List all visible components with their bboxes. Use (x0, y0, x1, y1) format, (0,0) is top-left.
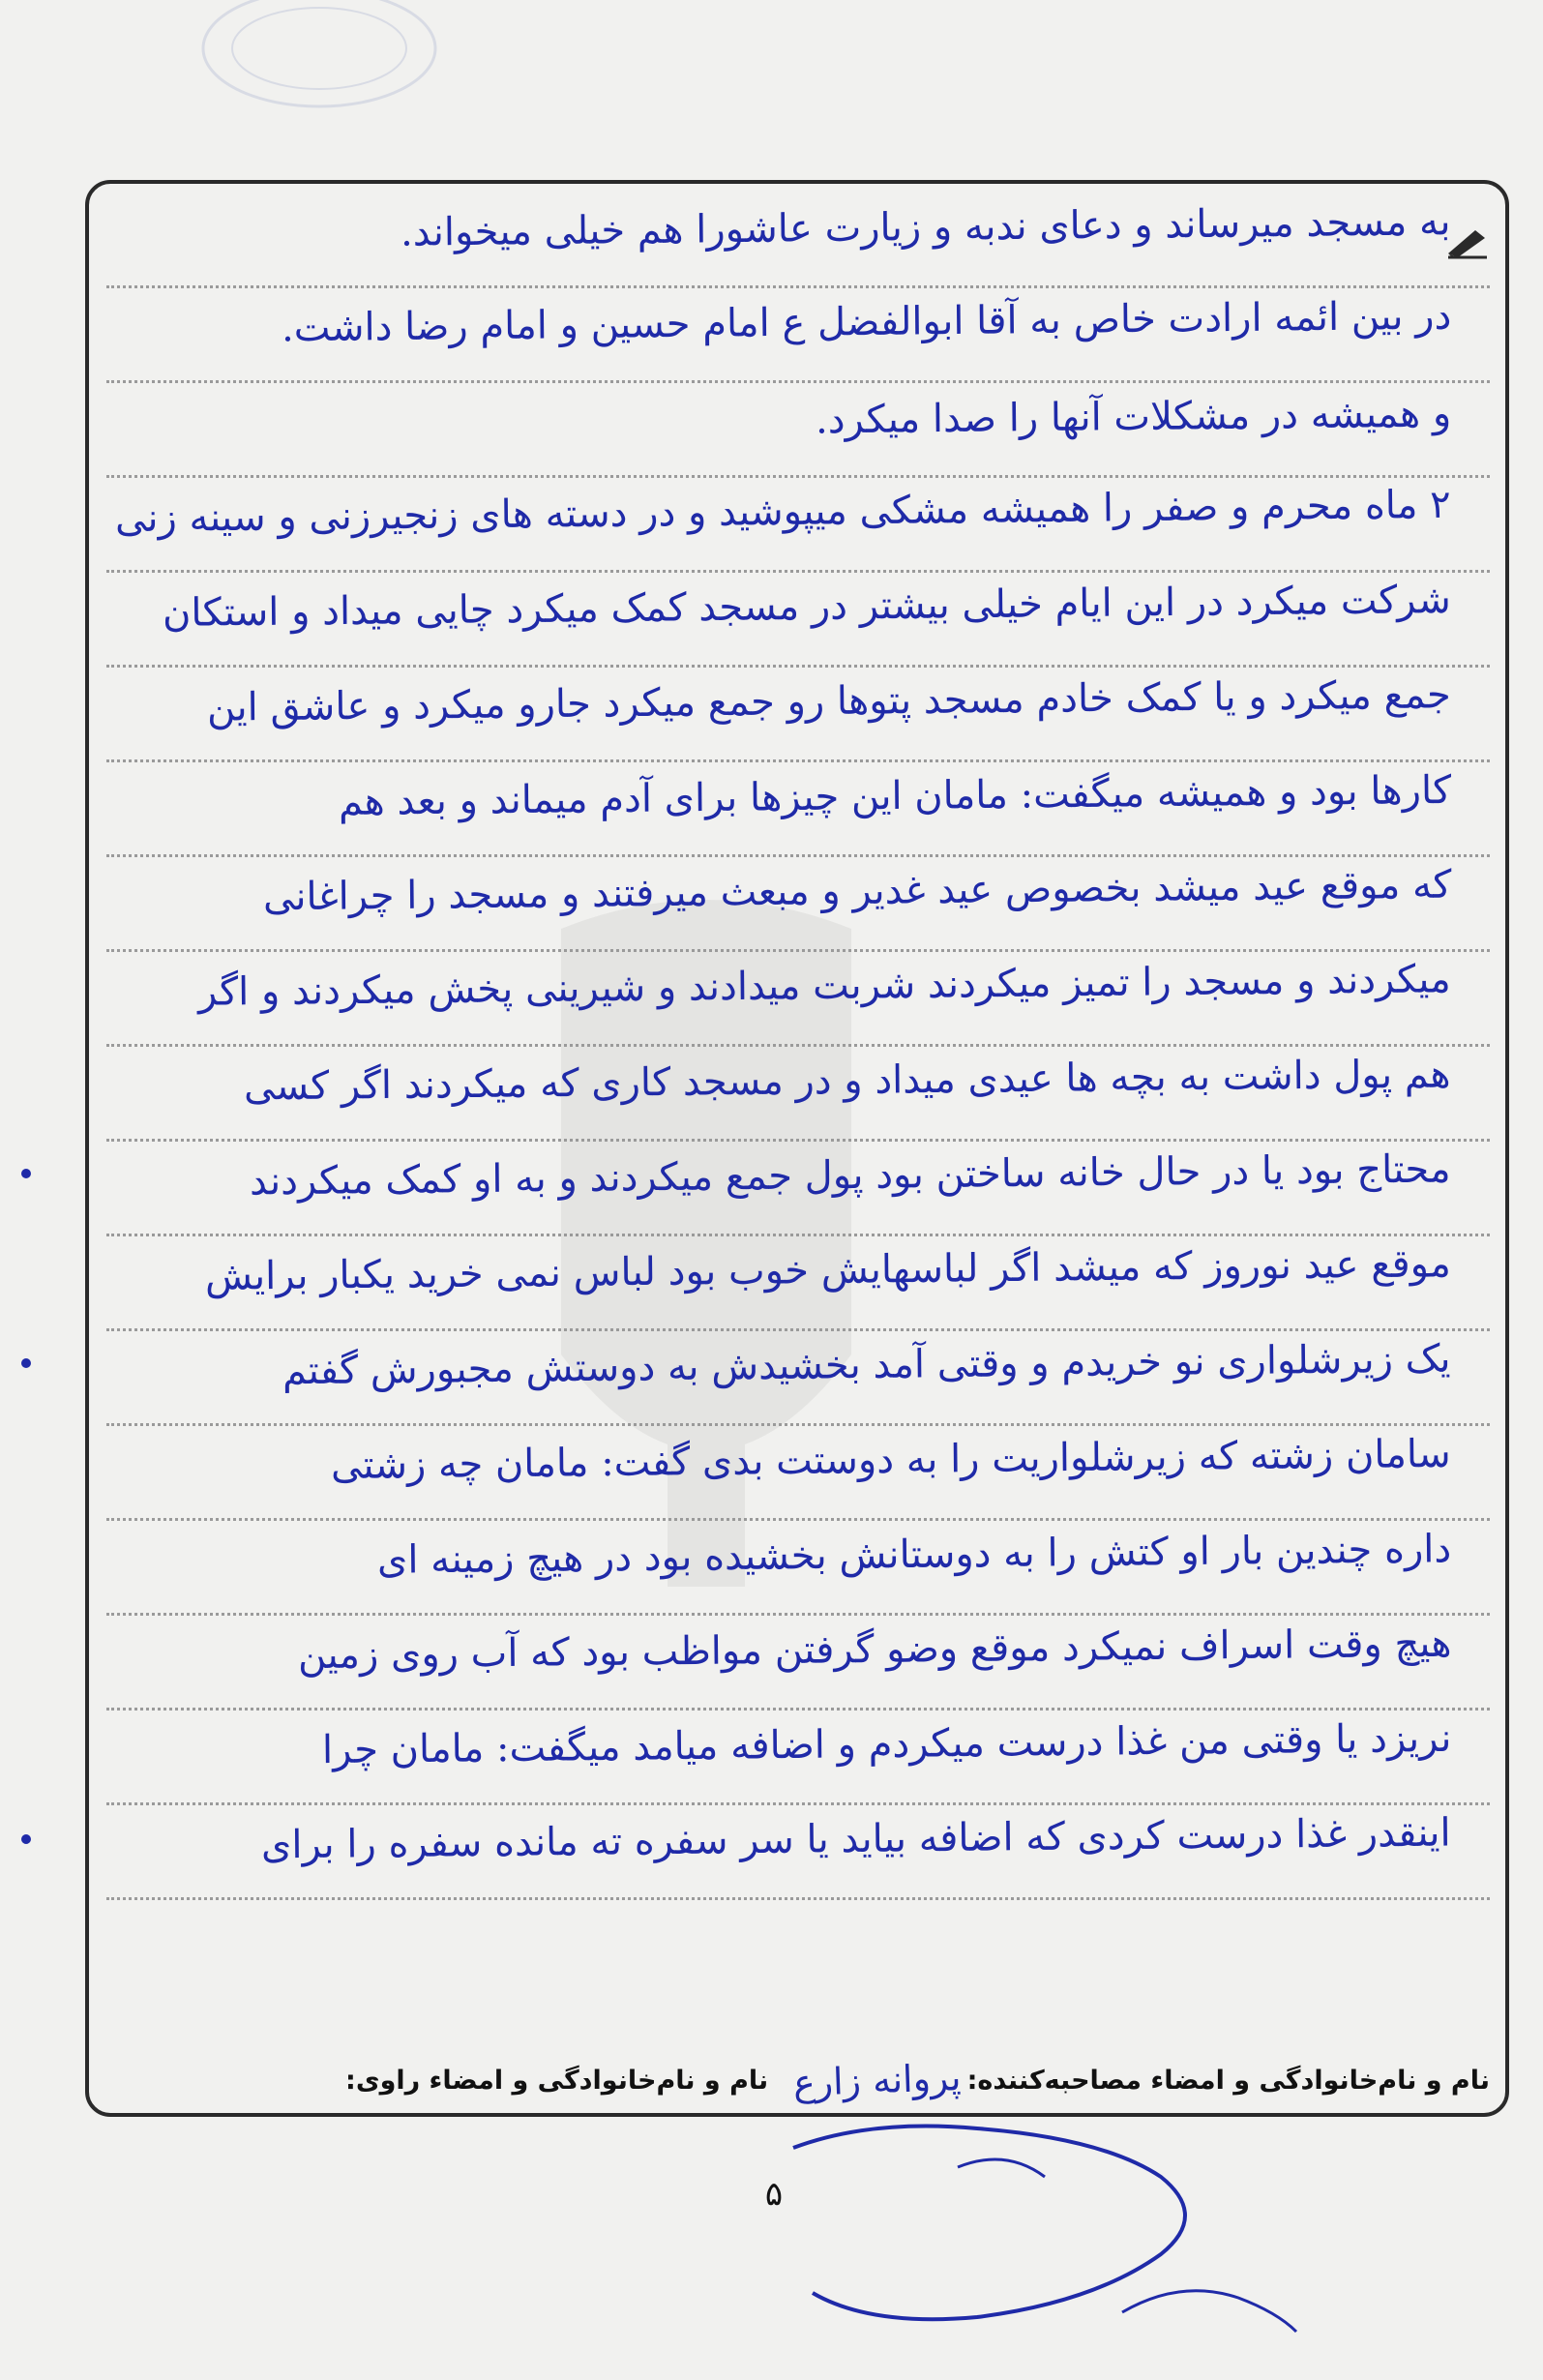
text-line: که موقع عید میشد بخصوص عید غدیر و مبعث میرفتند و مسجد را چراغانی (106, 857, 1490, 952)
narrator-label: نام و نام‌خانوادگی و امضاء راوی: (345, 2065, 769, 2096)
interviewer-label: نام و نام‌خانوادگی و امضاء مصاحبه‌کننده: (966, 2065, 1490, 2096)
margin-bullet (21, 1169, 31, 1178)
text-line: هیچ وقت اسراف نمیکرد موقع وضو گرفتن مواظب بود که آب روی زمین (106, 1616, 1490, 1711)
text-line: نریزد یا وقتی من غذا درست میکردم و اضافه میامد میگفت: مامان چرا (106, 1711, 1490, 1805)
text-line: یک زیرشلواری نو خریدم و وقتی آمد بخشیدش به دوستش مجبورش گفتم (106, 1331, 1490, 1426)
margin-bullet (21, 1358, 31, 1368)
text-line: کارها بود و همیشه میگفت: مامان این چیزها برای آدم میماند و بعد هم (106, 762, 1490, 857)
text-line: میکردند و مسجد را تمیز میکردند شربت میدادند و شیرینی پخش میکردند و اگر (106, 952, 1490, 1047)
text-line: شرکت میکرد در این ایام خیلی بیشتر در مسجد کمک میکرد چایی میداد و استکان (106, 573, 1490, 668)
text-line: محتاج بود یا در حال خانه ساختن بود پول جمع میکردند و به او کمک میکردند (106, 1142, 1490, 1236)
text-line: ۲ ماه محرم و صفر را همیشه مشکی میپوشید و در دسته های زنجیرزنی و سینه زنی (106, 478, 1490, 573)
text-line: به مسجد میرساند و دعای ندبه و زیارت عاشورا هم خیلی میخواند. (106, 193, 1490, 288)
text-line: سامان زشته که زیرشلواریت را به دوستت بدی گفت: مامان چه زشتی (106, 1426, 1490, 1521)
text-line: در بین ائمه ارادت خاص به آقا ابوالفضل ع امام حسین و امام رضا داشت. (106, 288, 1490, 383)
signature-row (106, 2051, 1490, 2109)
interviewer-name: پروانه زارع (792, 2055, 963, 2105)
margin-bullet (21, 1834, 31, 1844)
text-line: هم پول داشت به بچه ها عیدی میداد و در مسجد کاری که میکردند اگر کسی (106, 1047, 1490, 1142)
text-line: جمع میکرد و یا کمک خادم مسجد پتوها رو جمع میکرد جارو میکرد و عاشق این (106, 668, 1490, 762)
text-line: موقع عید نوروز که میشد اگر لباسهایش خوب بود لباس نمی خرید یکبار برایش (106, 1236, 1490, 1331)
text-line: اینقدر غذا درست کردی که اضافه بیاید یا سر سفره ته مانده سفره را برای (106, 1805, 1490, 1900)
text-line: داره چندین بار او کتش را به دوستانش بخشیده بود در هیچ زمینه ای (106, 1521, 1490, 1616)
handwritten-text-area (106, 193, 1490, 2051)
faded-stamp (193, 0, 445, 126)
text-line: و همیشه در مشکلات آنها را صدا میکرد. (106, 383, 1490, 478)
page-number: ۵ (764, 2175, 784, 2214)
signature-scribble (755, 2109, 1316, 2351)
